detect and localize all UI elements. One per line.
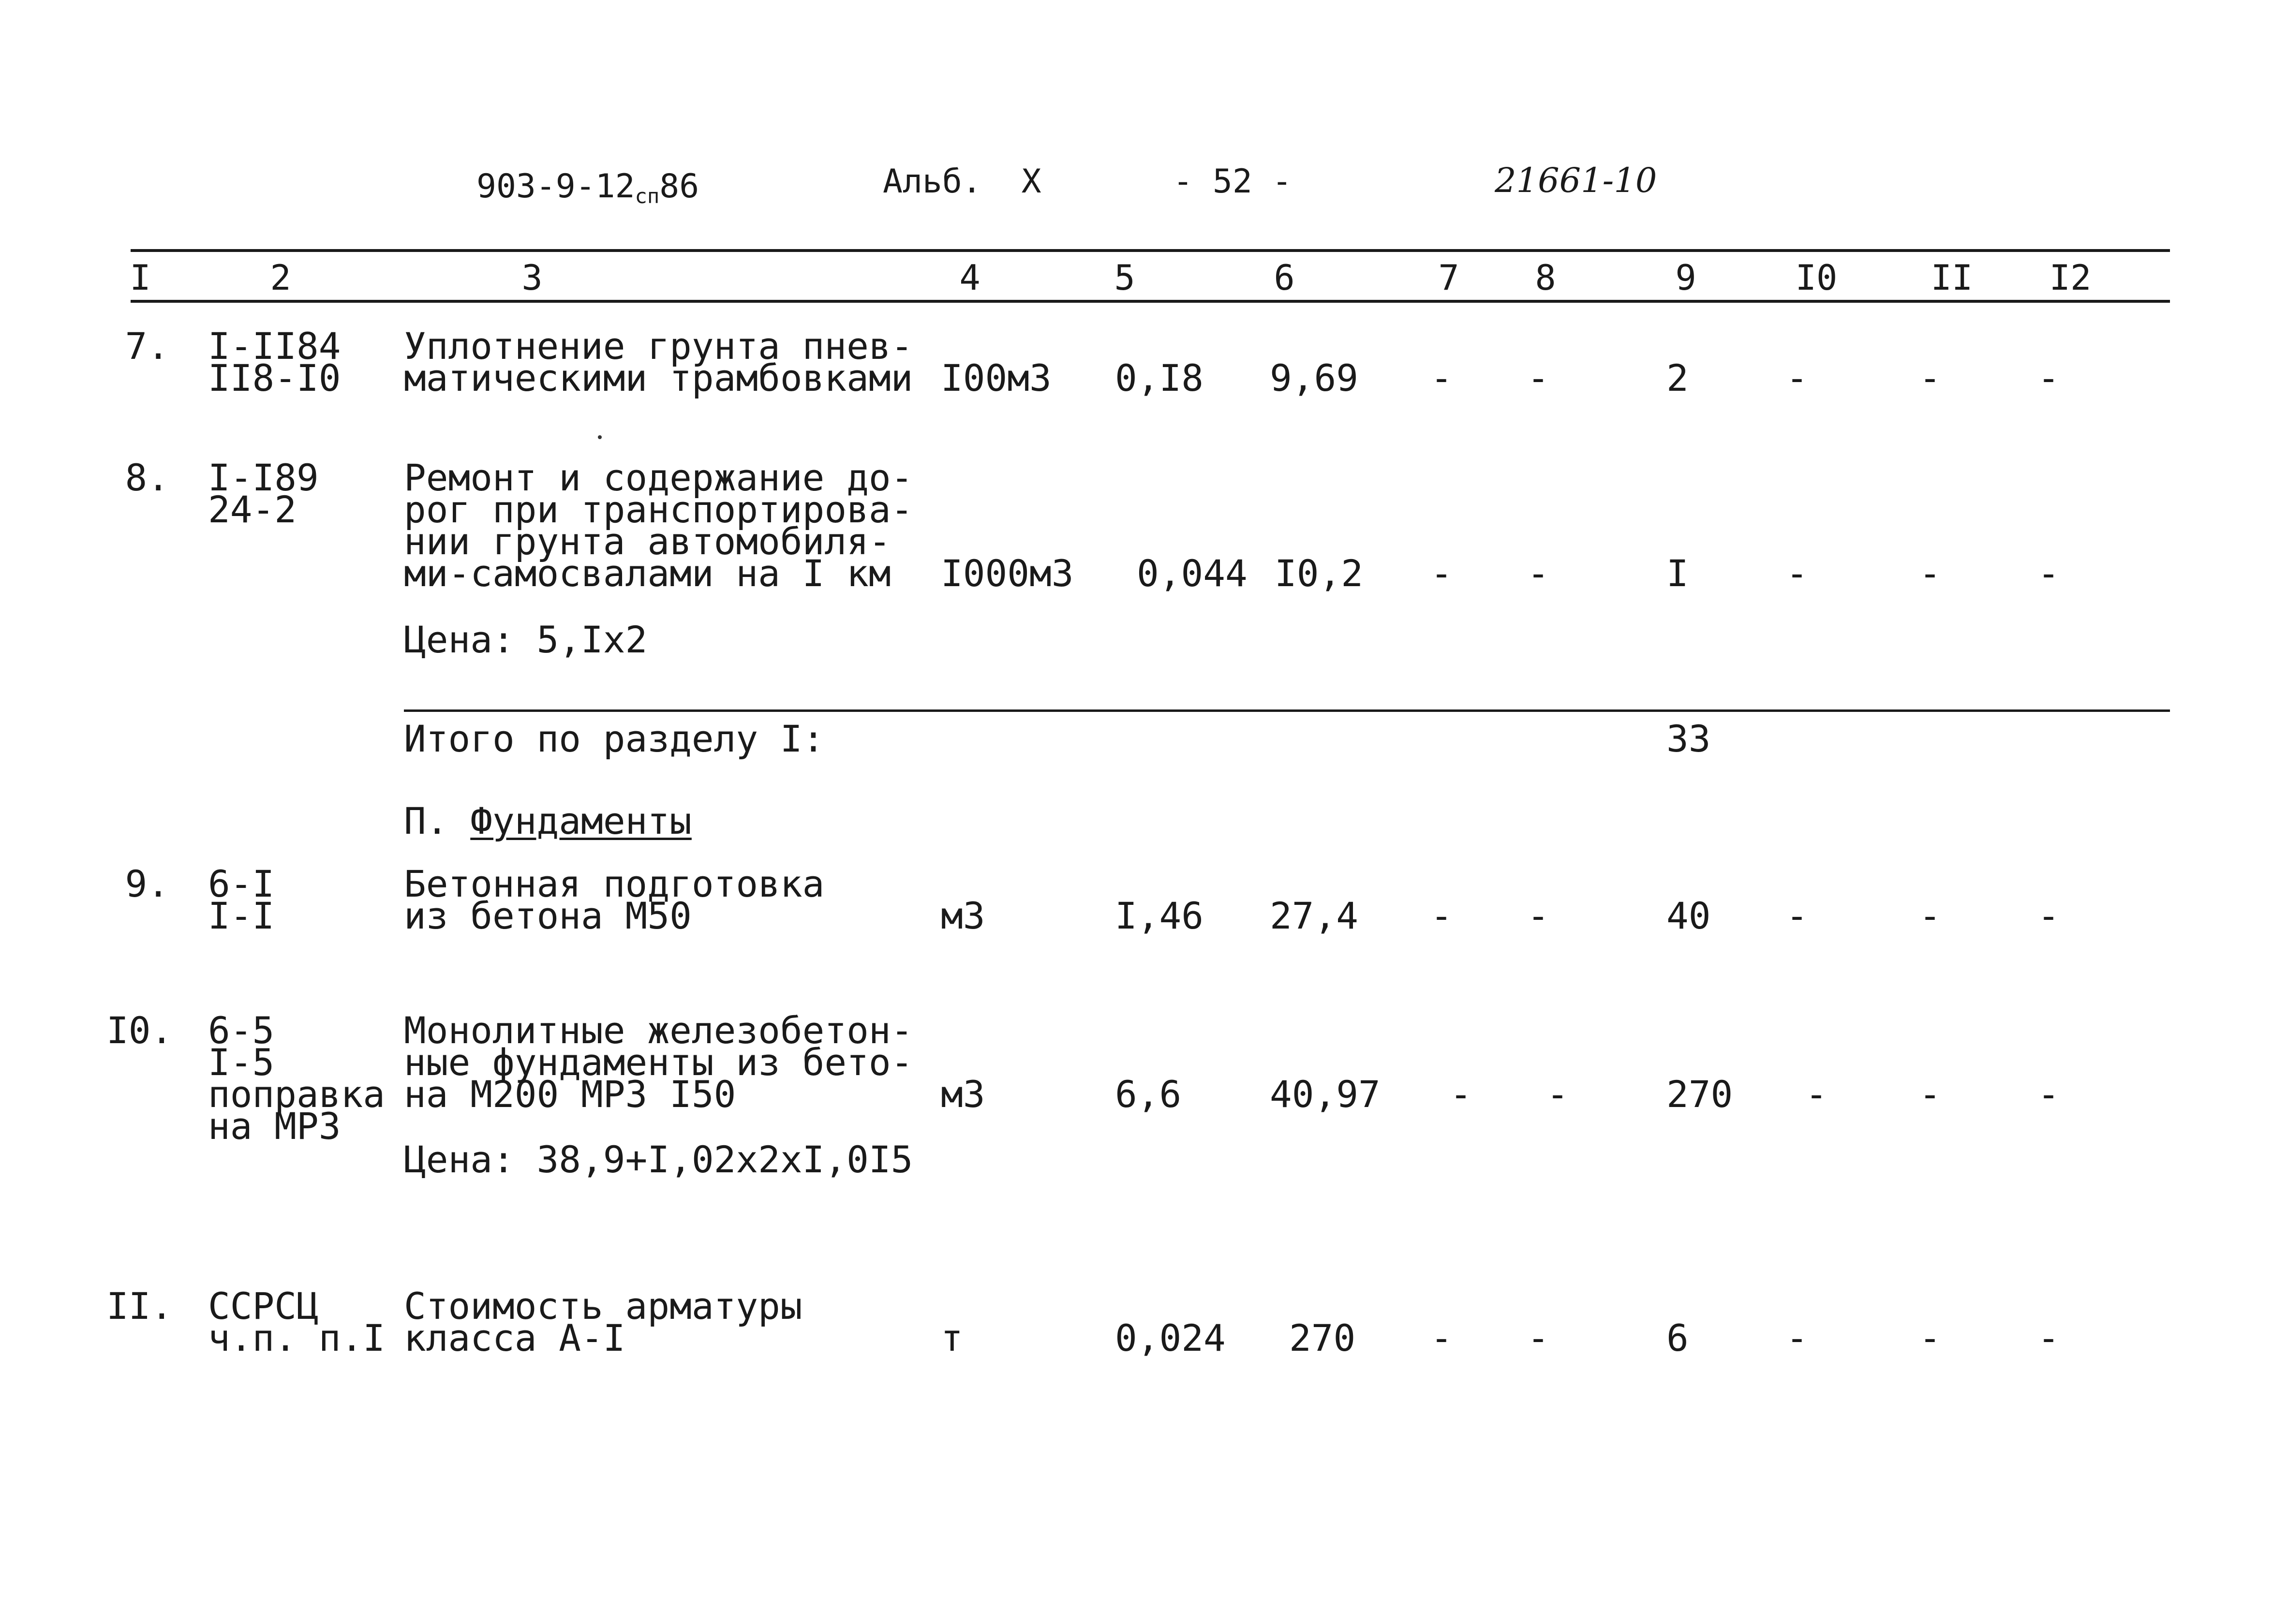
row-col9: 2 [1666,356,1689,399]
row-col10: - [1786,894,1808,937]
row-description: Стоимость арматуры класса А-I [404,1284,802,1359]
row-col10: - [1786,1316,1808,1359]
page-number: - 52 - [1173,162,1292,201]
row-unit: м3 [941,894,985,937]
row-col7: - [1450,1073,1472,1116]
row-quantity: 0,044 [1137,552,1248,595]
row-description: Бетонная подготовка из бетона М50 [404,862,825,937]
row-col8: - [1527,356,1549,399]
row-col7: - [1430,894,1453,937]
row-code: ССРСЦ ч.п. п.I [208,1284,386,1359]
row-col12: - [2037,356,2060,399]
row-code: I-I89 24-2 [208,456,319,531]
row-number: I0. [106,1009,173,1052]
document-code-main: 903-9-12 [476,167,635,206]
column-header: I [130,257,151,298]
row-col12: - [2037,1073,2060,1116]
row-col12: - [2037,894,2060,937]
row-col11: - [1919,894,1941,937]
document-code-sub: сп [635,184,660,208]
row-price: 270 [1289,1316,1356,1359]
row-col9: 40 [1666,894,1711,937]
column-header: 4 [959,257,981,298]
row-unit: I000м3 [941,552,1074,595]
column-header: 7 [1438,257,1459,298]
document-code-year: 86 [659,167,699,206]
row-col11: - [1919,356,1941,399]
row-col10: - [1786,356,1808,399]
row-quantity: 0,I8 [1115,356,1204,399]
row-col9: 270 [1666,1073,1733,1116]
column-header: 8 [1535,257,1556,298]
column-header: 2 [270,257,291,298]
row-col9: I [1666,552,1689,595]
row-code: I-II84 II8-I0 [208,325,341,399]
table-top-rule [131,249,2170,252]
row-number: 7. [125,325,169,368]
row-quantity: 6,6 [1115,1073,1182,1116]
row-quantity: I,46 [1115,894,1204,937]
row-col9: 6 [1666,1316,1689,1359]
row-price: 9,69 [1270,356,1359,399]
row-unit: т [941,1316,963,1359]
header-bottom-rule [131,300,2170,303]
row-number: II. [106,1284,173,1328]
section-title: Фундаменты [470,799,692,842]
section-heading [404,799,692,842]
row-description: Монолитные железобетон- ные фундаменты из бето- на М200 МРЗ I50 [404,1009,913,1116]
section-number: П. [404,799,448,842]
row-unit: м3 [941,1073,985,1116]
row-quantity: 0,024 [1115,1316,1226,1359]
handwritten-number: 21661-10 [1495,161,1657,200]
row-price: 40,97 [1270,1073,1381,1116]
album-label: Альб. X [883,162,1041,201]
row-col7: - [1430,552,1453,595]
row-col10: - [1805,1073,1827,1116]
subtotal-rule [404,709,2170,712]
speck-mark [598,435,602,439]
column-header: I2 [2049,257,2092,298]
row-code: 6-5 I-5 поправка на МРЗ [208,1009,386,1148]
column-header: 5 [1114,257,1135,298]
column-header: 9 [1675,257,1696,298]
row-col11: - [1919,552,1941,595]
row-col8: - [1546,1073,1569,1116]
row-number: 8. [125,456,169,499]
column-header: II [1931,257,1973,298]
subtotal-value: 33 [1666,717,1711,760]
row-price-note: Цена: 38,9+I,02х2хI,0I5 [404,1138,913,1181]
row-price: I0,2 [1275,552,1364,595]
row-price: 27,4 [1270,894,1359,937]
column-header: 3 [521,257,543,298]
row-number: 9. [125,862,169,905]
column-header: I0 [1795,257,1838,298]
row-unit: I00м3 [941,356,1052,399]
row-col8: - [1527,894,1549,937]
subtotal-label: Итого по разделу I: [404,717,825,760]
column-header: 6 [1274,257,1295,298]
row-price-note: Цена: 5,Iх2 [404,618,648,661]
row-col10: - [1786,552,1808,595]
row-col11: - [1919,1073,1941,1116]
row-col7: - [1430,1316,1453,1359]
row-col11: - [1919,1316,1941,1359]
row-col7: - [1430,356,1453,399]
row-code: 6-I I-I [208,862,275,937]
row-col12: - [2037,1316,2060,1359]
document-code [476,167,699,208]
row-col8: - [1527,1316,1549,1359]
row-description: Ремонт и содержание до- рог при транспортирова- нии грунта автомобиля- ми-самосвалами на I км [404,456,913,595]
row-col8: - [1527,552,1549,595]
row-col12: - [2037,552,2060,595]
row-description: Уплотнение грунта пнев- матическими трамбовками [404,325,913,399]
